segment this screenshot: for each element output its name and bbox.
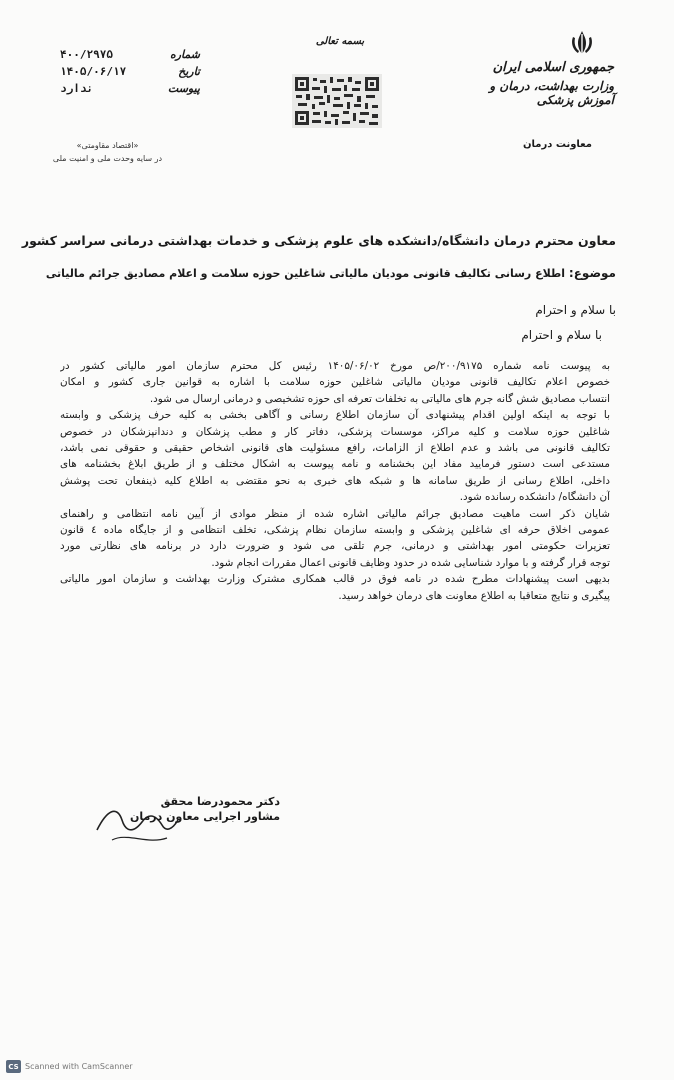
body-line: پیگیری و نتایج متعاقبا به اطلاع معاونت های درمان خواهد رسید. (338, 589, 610, 602)
motto-line-1: «اقتصاد مقاومتی» (76, 141, 139, 150)
letter-meta (60, 48, 200, 99)
meta-attachment-label: پیوست (167, 82, 200, 95)
meta-attachment-value: ندارد (60, 82, 94, 95)
scanner-watermark-text: Scanned with CamScanner (25, 1062, 133, 1071)
scanner-watermark (6, 1060, 133, 1073)
greeting-handwritten: با سلام و احترام (521, 328, 602, 342)
meta-number-value: ۴۰۰/۲۹۷۵ (60, 48, 113, 61)
body-line: با توجه به اینکه اولین اقدام پیشنهادی آن سازمان اطلاع رسانی و آگاهی بخشی به کلیه حرف پزشکی و وابسته (60, 409, 610, 422)
issuing-office: معاونت درمان (523, 139, 592, 150)
camscanner-logo-icon: CS (6, 1060, 21, 1073)
meta-number-label: شماره (169, 48, 200, 61)
body-line: خصوص اعلام تکالیف قانونی مودیان مالیاتی شاغلین حوزه سلامت با اشاره به قوانین جاری کشور و امکان (60, 376, 610, 389)
signatory-title: مشاور اجرایی معاون درمان (129, 810, 280, 823)
body-line: توجه قرار گرفته و با موارد شناسایی شده در حدود وظایف قانونی اعمال مقررات انجام شود. (211, 556, 610, 569)
meta-date-value: ۱۴۰۵/۰۶/۱۷ (60, 65, 127, 78)
meta-attachment-row (60, 82, 200, 99)
meta-number-row (60, 48, 200, 65)
meta-date-row (60, 65, 200, 82)
recipient-line: معاون محترم درمان دانشگاه/دانشکده های علوم پزشکی و خدمات بهداشتی درمانی سراسر کشور (21, 233, 616, 248)
body-line: داخلی، اطلاع رسانی از طریق سامانه ها و شبکه های خبری به نحو مقتضی به اطلاع کلیه ذینفعان تحت پوشش (60, 474, 610, 487)
republic-name: جمهوری اسلامی ایران (492, 60, 614, 75)
motto-line-2: در سایه وحدت ملی و امنیت ملی (52, 154, 163, 163)
body-line: تکالیف قانونی می باشد و عدم اطلاع از الزامات، رافع مسئولیت های قانونی اشخاص حقیقی و حقوقی نمی باشد، (60, 442, 610, 455)
signatory-name: دکتر محمودرضا محقق (160, 795, 280, 808)
qr-code-icon (292, 74, 382, 128)
subject-text: اطلاع رسانی تکالیف قانونی مودیان مالیاتی شاغلین حوزه سلامت و اعلام مصادیق جرائم مالیاتی (45, 267, 566, 280)
motto (25, 141, 190, 163)
body-line: شایان ذکر است ماهیت مصادیق جرائم مالیاتی اشاره شده از منظر موادی از آیین نامه انتظامی و راهنمای (60, 507, 610, 520)
body-line: آن دانشگاه/ دانشکده رسانده شود. (459, 491, 610, 504)
body-line: شاغلین حوزه سلامت و کلیه مراکز، موسسات پزشکی، دفاتر کار و مطب پزشکان و دندانپزشکان در خصوص (60, 425, 610, 438)
subject-line (45, 266, 616, 280)
basmala-heading: بسمه تعالی (315, 36, 365, 47)
greeting-typed: با سلام و احترام (535, 303, 616, 317)
letter-body (60, 358, 610, 604)
national-emblem-icon (567, 28, 597, 58)
ministry-letterhead (454, 60, 614, 107)
body-line: عمومی اخلاق حرفه ای شاغلین پزشکی و وابسته سازمان نظام پزشکی، تخلف انتظامی و از جایگاه ماده ٤ قانون (60, 524, 610, 537)
body-line: مستدعی است دستور فرمایید مفاد این بخشنامه و نامه پیوست به اشکال مختلف و از طریق ابلاغ بخشنامه های (60, 458, 610, 471)
subject-label: موضوع: (568, 266, 616, 280)
body-line: تعزیرات حکومتی امور بهداشتی و درمانی، جرم تلقی می شود و ضرورت دارد در برنامه های نظارتی مورد (60, 540, 610, 553)
body-line: به پیوست نامه شماره ۲۰۰/۹۱۷۵/ص مورخ ۱۴۰۵/۰۶/۰۲ رئیس کل محترم سازمان امور مالیاتی کشور در (60, 360, 610, 372)
ministry-name: وزارت بهداشت، درمان و آموزش پزشکی (489, 79, 614, 107)
body-line: انتساب مصادیق شش گانه جرم های مالیاتی به تخلفات تعرفه ای حوزه تشخیصی و درمانی ارسال می شود. (149, 392, 610, 405)
body-line: بدیهی است پیشنهادات مطرح شده در نامه فوق در قالب همکاری مشترک وزارت بهداشت و سازمان امور مالیاتی (60, 573, 610, 586)
meta-date-label: تاریخ (178, 65, 200, 78)
signature-block (80, 795, 280, 823)
